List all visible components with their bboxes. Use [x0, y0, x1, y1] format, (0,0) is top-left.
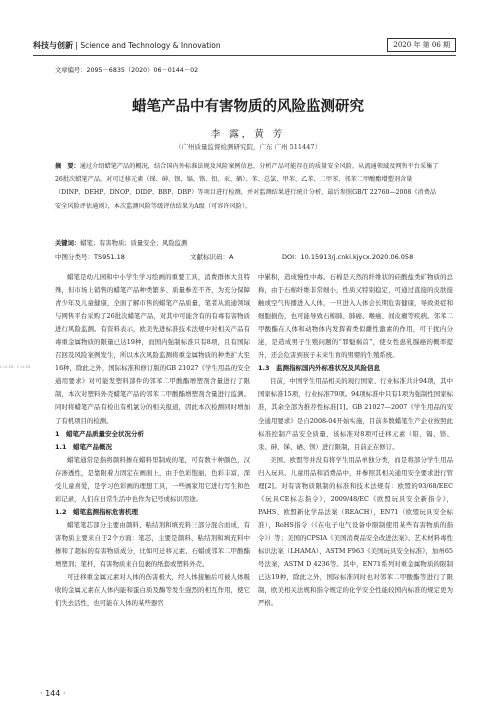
paragraph: 可迁移重金属元素对人体的伤害极大，经人体接触后可被人体吸收的金属元素在人体内能和蛋白质及酶等发生强烈的相互作用，使它们失去活性，也可能在人体的某些器官 — [55, 573, 250, 608]
paragraph: 蜡笔通常是指将颜料掺在蜡料里制成的笔，可有数十种颜色，汉存渗透性，是靠附着力固定在画面上，由于色彩饱丽，色彩丰富，深受儿童喜爱，是学习色彩画的理想工具，一些画家用它进行写生和色彩记录，人们在日常生活中也作为记号或标识用途。 — [55, 455, 250, 503]
paragraph: 蜡笔是幼儿园和中小学生学习绘画的重要工具，消费群体大且特殊，但市场上销售的蜡笔产品种类繁多、质量参差不齐，为充分保障青少年及儿童健康，全面了解市售的蜡笔产品质量，笔者从流通领域与网售平台采购了26批次蜡笔产品，对其中可能含有的有毒有害物质进行风险监测。有资料表示，欧美先进标准技术法规中对相关产品有毒重金属物质的限量已达19种，而国内强制标准只有8项，且有国际召回及风险案例发生，所以本次风险监测将重金属物质的种类扩大至16种，除此之外，国际标准和修订版的GB 21027《学生用品的安全通用要求》对可能发塑料部件的邻苯二甲酸酯增塑剂含量进行了限制，本次对塑料外壳蜡笔产品的邻苯二甲酸酯增塑剂含量进行监测。同时将蜡笔产品有检出有机氯分的相关报道，因此本次检测同时增加了有机项目的检测。 — [55, 273, 250, 425]
body-column-left — [55, 271, 250, 610]
body-column-right — [258, 271, 453, 610]
issue-box: 2020 年 第 06 期 — [387, 38, 456, 52]
journal-header — [33, 40, 221, 51]
clc-number: 中图分类号：TS951.18 — [55, 253, 125, 261]
paragraph: 蜡笔笔芯部分主要由颜料、粘结剂和填充料三部分混合而成，有害物质主要来自于2个方面：笔芯，主要是颜料、粘结剂和填充料中掺和了超标的有害物质成分，比如可迁移元素、石蜡或邻苯二甲酸酯增塑剂；笔杆，有害物质来自包裹的纸套或塑料外壳。 — [55, 520, 250, 569]
header-rule — [33, 55, 456, 56]
paragraph: 目前，中国学生用品相关的现行国家、行业标准共计94项，其中国家标准15项，行业标准79项。94项标准中只有1项为强制性国家标准，其余全部为推荐性标准[1]。GB 21027—2007《学生用品的安全通用要求》是自2008-04开始实施，目前多数蜡笔生产企业按照此标准控制产品安全质量，该标准对8项可迁移元素（铅、镉、铬、汞、砷、锑、硒、钡）进行限制，目前正在修订。 — [258, 377, 453, 451]
article-number: 文章编号：2095－6835（2020）06－0144－02 — [55, 67, 199, 74]
journal-name-cn: 科技与创新 — [33, 41, 73, 50]
document-code: 文献标识码：A — [190, 253, 234, 261]
section-heading: 1.3 监测指标国内外标准状况及风险信息 — [258, 364, 381, 373]
article-title: 蜡笔产品中有害物质的风险监测研究 — [132, 99, 364, 115]
keywords-text: 蜡笔；有害物质；质量安全；风险监测 — [80, 240, 188, 247]
paragraph: 美国、欧盟等并没有将学生用品单独分类，而是将部分学生用品归入玩具、儿童用品和消费品中，并参照其相关通用安全要求进行管理[2]。对有害物质限制的标准和技术法规有：欧盟的93/68/EEC《玩具CE标志指令》，2009/48/EC《欧盟玩具安全新指令》，PAHS、欧盟新化学品法案（REACH），EN71（欧盟玩具安全标准），RoHS指令（《在电子电气设备中限制使用某些有害物质的指令》）等；美国的CPSIA《美国消费品安全改进法案》、艺术材料毒性标识法案（LHAMA）、ASTM F963《美国玩具安全标准》，加州65号法案，ASTM D 4236等。其中，EN71系列对重金属物质的限制已达19种，除此之外，国际标准同时也对邻苯二甲酸酯等进行了限制，欧美相关法规和指令规定的化学安全性能较国内标准的规定更为严格。 — [258, 455, 453, 608]
abstract — [55, 160, 440, 213]
paragraph: 中累积，造成慢性中毒。石棉是天然的纤维状的硅酸盐类矿物质的总称，由于石棉纤维非常细小，性质又特别稳定，可通过直接的皮肤接触或空气传播进入人体，一旦进入人体会长期危害健康，导致炎症和细胞损伤，也可能导致石棉肺、肺癌、喉癌、间皮瘤等疾病。邻苯二甲酸酯在人体和动物体内发挥着类似雌性激素的作用，可干扰内分泌，是造成男子生殖问题的“罪魁祸首”，使女性患乳腺癌的概率提升，还会危害到孩子未来生育的男婴的生殖系统。 — [258, 273, 453, 360]
abstract-text: 通过介绍蜡笔产品的概况，结合国内外标准法规及风险案例信息，分析产品可能存在的质量安全风险，从流通领域及网售平台采集了26批次蜡笔产品，对可迁移元素（锑、砷、钡、镉、铬、铅、汞、硒）、苯、总氯、甲苯、乙苯、二甲苯、邻苯二甲酸酯增塑剂含量（DINP、DEHP、DNOP、DIDP、BBP、DBP）等项目进行检测，并对监测结果进行统计分析，最后参照GB/T 22760—2008《消费品安全风险评估通则》，本次监测风险等级评估结果为A级（可容许风险）。 — [55, 163, 439, 210]
authors: 李 露，黄 芳 — [210, 129, 286, 140]
section-heading: 1.1 蜡笔产品概况 — [55, 442, 113, 451]
keywords-label: 关键词： — [55, 240, 81, 247]
header-separator: | — [75, 41, 81, 50]
doi: DOI：10.15913/j.cnki.kjycx.2020.06.058 — [282, 253, 414, 261]
page-number: · 144 · — [40, 689, 66, 698]
journal-name-en: Science and Technology & Innovation — [80, 41, 221, 50]
affiliation: （广州质量监督检测研究院，广东 广州 511447） — [175, 143, 321, 151]
section-heading: 1.2 蜡笔监测指标危害机理 — [55, 507, 139, 516]
side-watermark: c.o.m. c.o.m — [0, 364, 31, 370]
keywords — [55, 238, 187, 247]
abstract-label: 摘 要： — [55, 163, 80, 170]
section-heading: 1 蜡笔产品质量安全状况分析 — [55, 429, 145, 438]
